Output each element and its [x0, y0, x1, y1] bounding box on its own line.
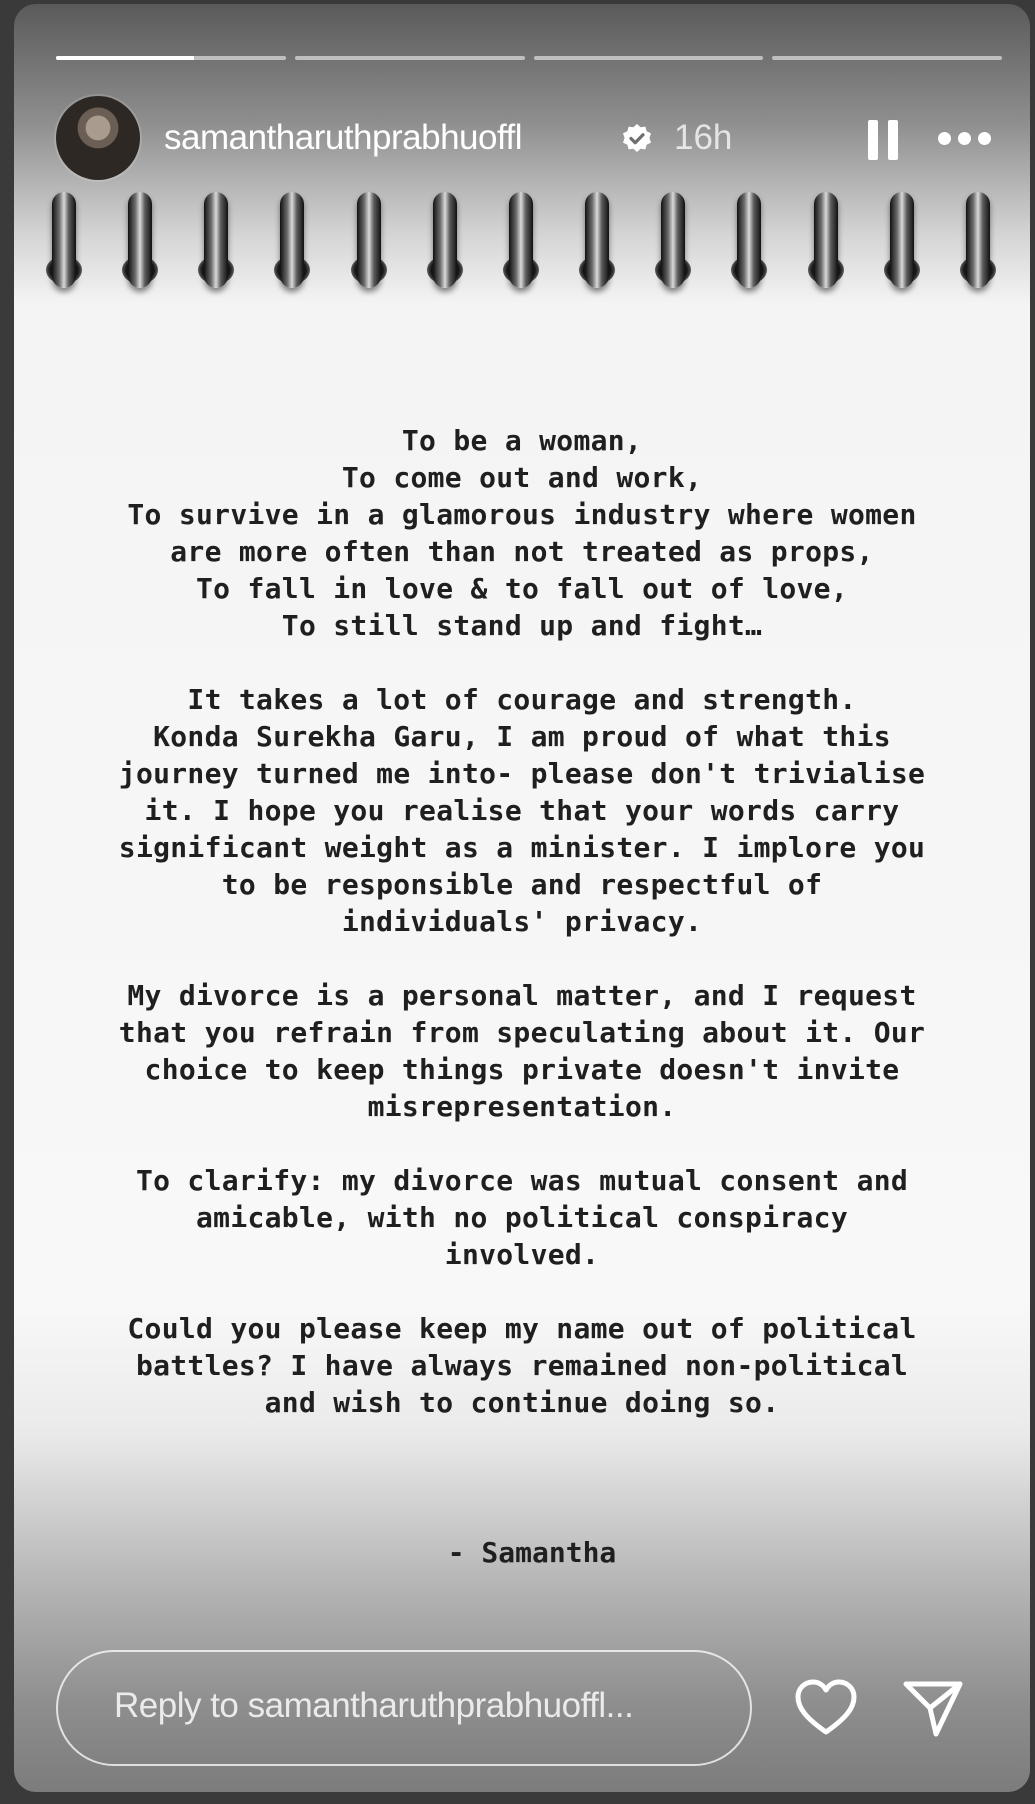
progress-fill [56, 56, 194, 60]
spiral-ring [804, 192, 848, 290]
heart-icon[interactable] [794, 1678, 858, 1738]
spiral-coil [204, 192, 228, 288]
progress-segment [295, 56, 525, 60]
pause-icon[interactable] [866, 120, 900, 160]
send-icon[interactable] [902, 1678, 964, 1738]
note-paragraph: Could you please keep my name out of political battles? I have always remained non-political and wish to continue doing so. [127, 1312, 917, 1419]
story-viewer[interactable] [14, 4, 1030, 1792]
spiral-ring [270, 192, 314, 290]
spiral-ring [118, 192, 162, 290]
spiral-coil [509, 192, 533, 288]
dot [958, 132, 971, 145]
spiral-coil [661, 192, 685, 288]
progress-segment [534, 56, 764, 60]
spiral-coil [737, 192, 761, 288]
post-time: 16h [674, 118, 733, 157]
note-paragraph: To be a woman, To come out and work, To survive in a glamorous industry where women are more often than not treated as props, To fall in love & to fall out of love, To still stand up and fight… [127, 424, 917, 642]
verified-badge-icon [621, 123, 653, 155]
spiral-coil [280, 192, 304, 288]
note-signature: - Samantha [447, 1536, 617, 1569]
spiral-ring [347, 192, 391, 290]
spiral-coil [814, 192, 838, 288]
story-progress-bars [56, 56, 1002, 62]
pause-bar [868, 120, 878, 160]
story-header [56, 92, 1006, 184]
note-text [36, 422, 1008, 1458]
username[interactable]: samantharuthprabhuoffl [164, 118, 523, 157]
pause-bar [888, 120, 898, 160]
note-paragraph: My divorce is a personal matter, and I request that you refrain from speculating about it. Our choice to keep things private doesn't invite misrepresentation. [118, 979, 926, 1123]
reply-placeholder: Reply to samantharuthprabhuoffl... [114, 1686, 634, 1725]
spiral-coil [128, 192, 152, 288]
spiral-ring [956, 192, 1000, 290]
spiral-ring [499, 192, 543, 290]
spiral-coil [890, 192, 914, 288]
spiral-ring [651, 192, 695, 290]
more-options-icon[interactable] [936, 128, 996, 150]
spiral-coil [966, 192, 990, 288]
spiral-ring [194, 192, 238, 290]
notebook-spiral-binding [36, 192, 1006, 292]
dot [978, 132, 991, 145]
spiral-ring [880, 192, 924, 290]
dot [938, 132, 951, 145]
spiral-ring [727, 192, 771, 290]
spiral-coil [52, 192, 76, 288]
spiral-ring [42, 192, 86, 290]
spiral-ring [423, 192, 467, 290]
reply-input[interactable] [56, 1650, 752, 1766]
progress-segment [772, 56, 1002, 60]
note-paragraph: It takes a lot of courage and strength. Konda Surekha Garu, I am proud of what this journey turned me into- please don't trivialise it. I hope you realise that your words carry significant weight as a minister. I implore you to be responsible and respectful of individuals' privacy. [118, 683, 926, 938]
spiral-coil [357, 192, 381, 288]
spiral-coil [585, 192, 609, 288]
spiral-coil [433, 192, 457, 288]
note-paragraph: To clarify: my divorce was mutual consent and amicable, with no political conspiracy involved. [135, 1164, 909, 1271]
avatar[interactable] [56, 96, 140, 180]
progress-segment [56, 56, 286, 60]
spiral-ring [575, 192, 619, 290]
